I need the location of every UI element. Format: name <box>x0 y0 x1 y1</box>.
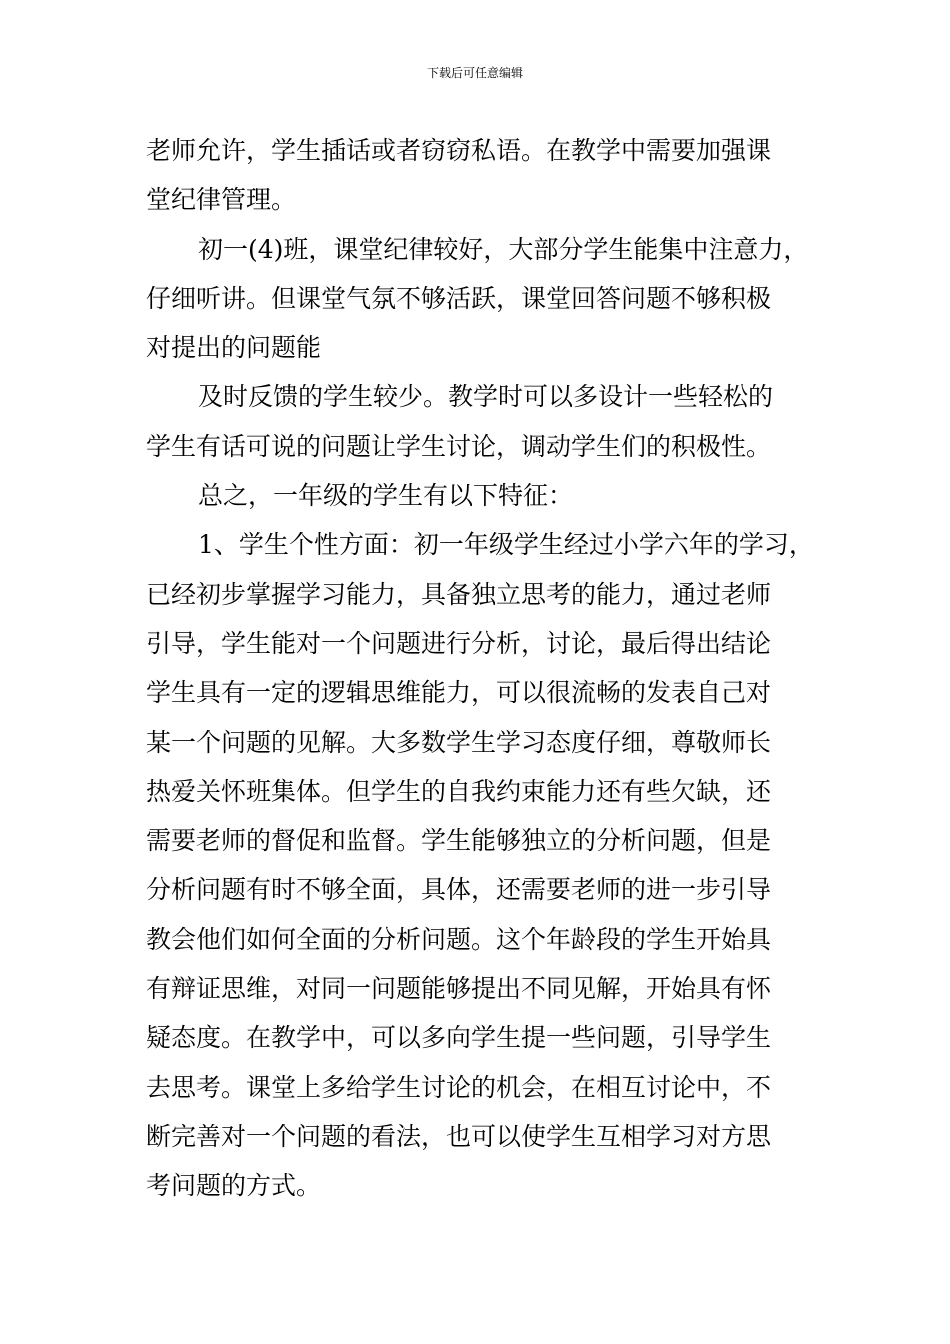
text-line: 引导，学生能对一个问题进行分析，讨论，最后得出结论 <box>146 628 772 658</box>
text-line: 教会他们如何全面的分析问题。这个年龄段的学生开始具 <box>146 924 772 954</box>
text-line: 热爱关怀班集体。但学生的自我约束能力还有些欠缺，还 <box>146 776 772 806</box>
text-line: 需要老师的督促和监督。学生能够独立的分析问题，但是 <box>146 826 772 856</box>
text-line: 分析问题有时不够全面，具体，还需要老师的进一步引导 <box>146 875 772 905</box>
text-line: 堂纪律管理。 <box>146 185 297 215</box>
text-line: 1、学生个性方面：初一年级学生经过小学六年的学习， <box>198 530 814 560</box>
page-header: 下载后可任意编辑 <box>426 66 523 80</box>
text-line: 老师允许，学生插话或者窃窃私语。在教学中需要加强课 <box>146 136 772 165</box>
text-line: 去思考。课堂上多给学生讨论的机会，在相互讨论中，不 <box>146 1072 772 1102</box>
text-line: 及时反馈的学生较少。教学时可以多设计一些轻松的 <box>198 382 774 412</box>
text-line: 学生有话可说的问题让学生讨论，调动学生们的积极性。 <box>146 431 772 461</box>
text-line: 某一个问题的见解。大多数学生学习态度仔细，尊敬师长 <box>146 727 772 757</box>
text-line: 对提出的问题能 <box>146 333 322 363</box>
text-line: 考问题的方式。 <box>146 1171 322 1201</box>
text-line: 仔细听讲。但课堂气氛不够活跃，课堂回答问题不够积极 <box>146 283 772 313</box>
text-line: 断完善对一个问题的看法，也可以使学生互相学习对方思 <box>146 1121 772 1151</box>
text-line: 疑态度。在教学中，可以多向学生提一些问题，引导学生 <box>146 1023 772 1053</box>
text-line: 学生具有一定的逻辑思维能力，可以很流畅的发表自己对 <box>146 678 772 708</box>
text-line: 初一(4)班，课堂纪律较好，大部分学生能集中注意力， <box>198 234 809 264</box>
text-line: 已经初步掌握学习能力，具备独立思考的能力，通过老师 <box>146 579 772 609</box>
text-line: 总之，一年级的学生有以下特征： <box>198 481 574 511</box>
text-line: 有辩证思维，对同一问题能够提出不同见解，开始具有怀 <box>146 974 772 1004</box>
document-body <box>146 126 836 1211</box>
